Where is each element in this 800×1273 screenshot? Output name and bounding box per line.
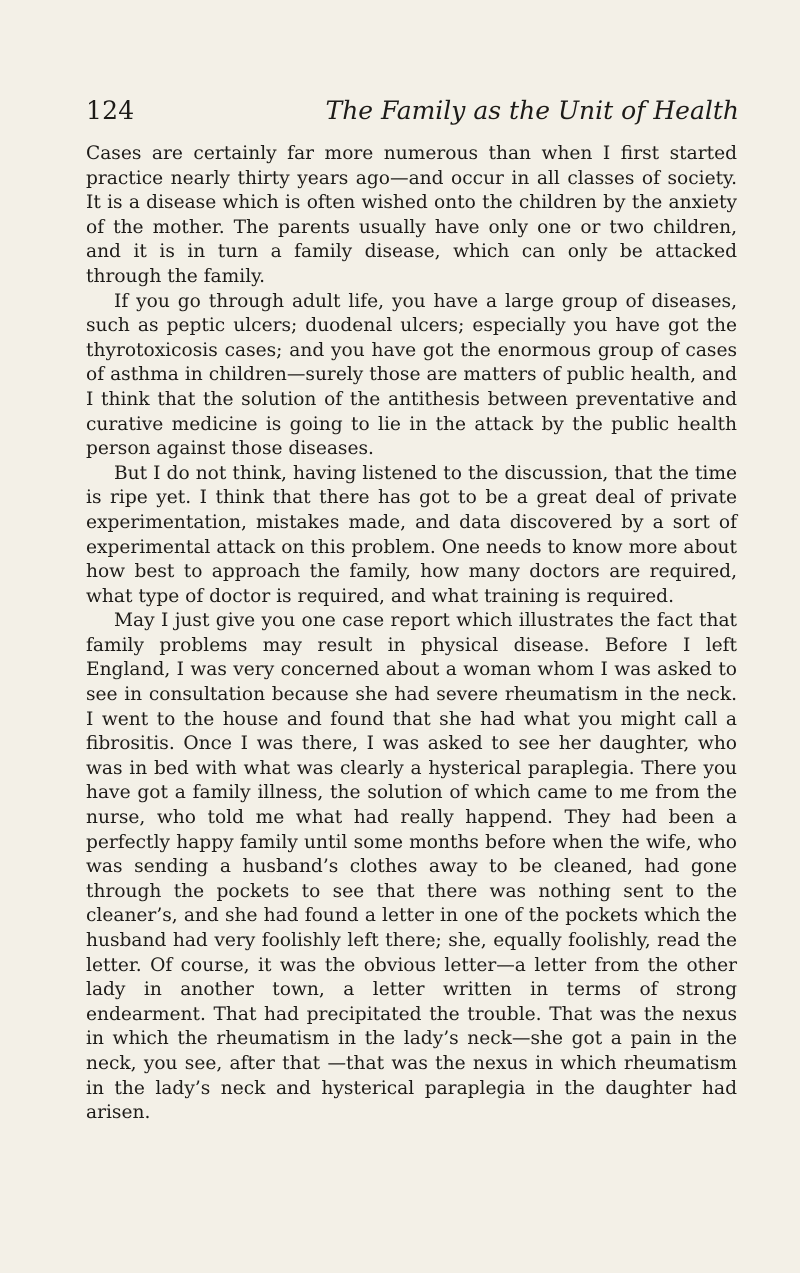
running-title: The Family as the Unit of Health: [325, 96, 739, 125]
paragraph: But I do not think, having listened to the discussion, that the time is ripe yet. I think that there has got to be a great deal of private experimentation, mistakes made, and data discovered by a sort of experimental attack on this problem. One needs to know more about how best to approach the family, how many doctors are required, what type of doctor is required, and what training is required.: [86, 462, 737, 607]
page-header: [0, 96, 800, 136]
paragraph: If you go through adult life, you have a large group of diseases, such as peptic ulcers; duodenal ulcers; especially you have got the thyrotoxicosis cases; and you have got the enormous group of cases of asthma in children—surely those are matters of public health, and I think that the solution of the antithesis between preventative and curative medicine is going to lie in the attack by the public health person against those diseases.: [86, 290, 737, 460]
paragraph: Cases are certainly far more numerous than when I first started practice nearly thirty years ago—and occur in all classes of society. It is a disease which is often wished onto the children by the anxiety of the mother. The parents usually have only one or two children, and it is in turn a family disease, which can only be attacked through the family.: [86, 143, 737, 287]
page-number: 124: [86, 96, 135, 125]
body-text: [86, 142, 737, 1126]
paragraph: May I just give you one case report which illustrates the fact that family problems may result in physical disease. Before I left England, I was very concerned about a woman whom I was asked to see in consultation because she had severe rheumatism in the neck. I went to the house and found that she had what you might call a fibrositis. Once I was there, I was asked to see her daughter, who was in bed with what was clearly a hysterical paraplegia. There you have got a family illness, the solution of which came to me from the nurse, who told me what had really happend. They had been a perfectly happy family until some months before when the wife, who was sending a husband’s clothes away to be cleaned, had gone through the pockets to see that there was nothing sent to the cleaner’s, and she had found a letter in one of the pockets which the husband had very foolishly left there; she, equally foolishly, read the letter. Of course, it was the obvious letter—a letter from the other lady in another town, a letter written in terms of strong endearment. That had precipitated the trouble. That was the nexus in which the rheumatism in the lady’s neck—she got a pain in the neck, you see, after that —that was the nexus in which rheumatism in the lady’s neck and hysterical paraplegia in the daughter had arisen.: [86, 610, 737, 1124]
